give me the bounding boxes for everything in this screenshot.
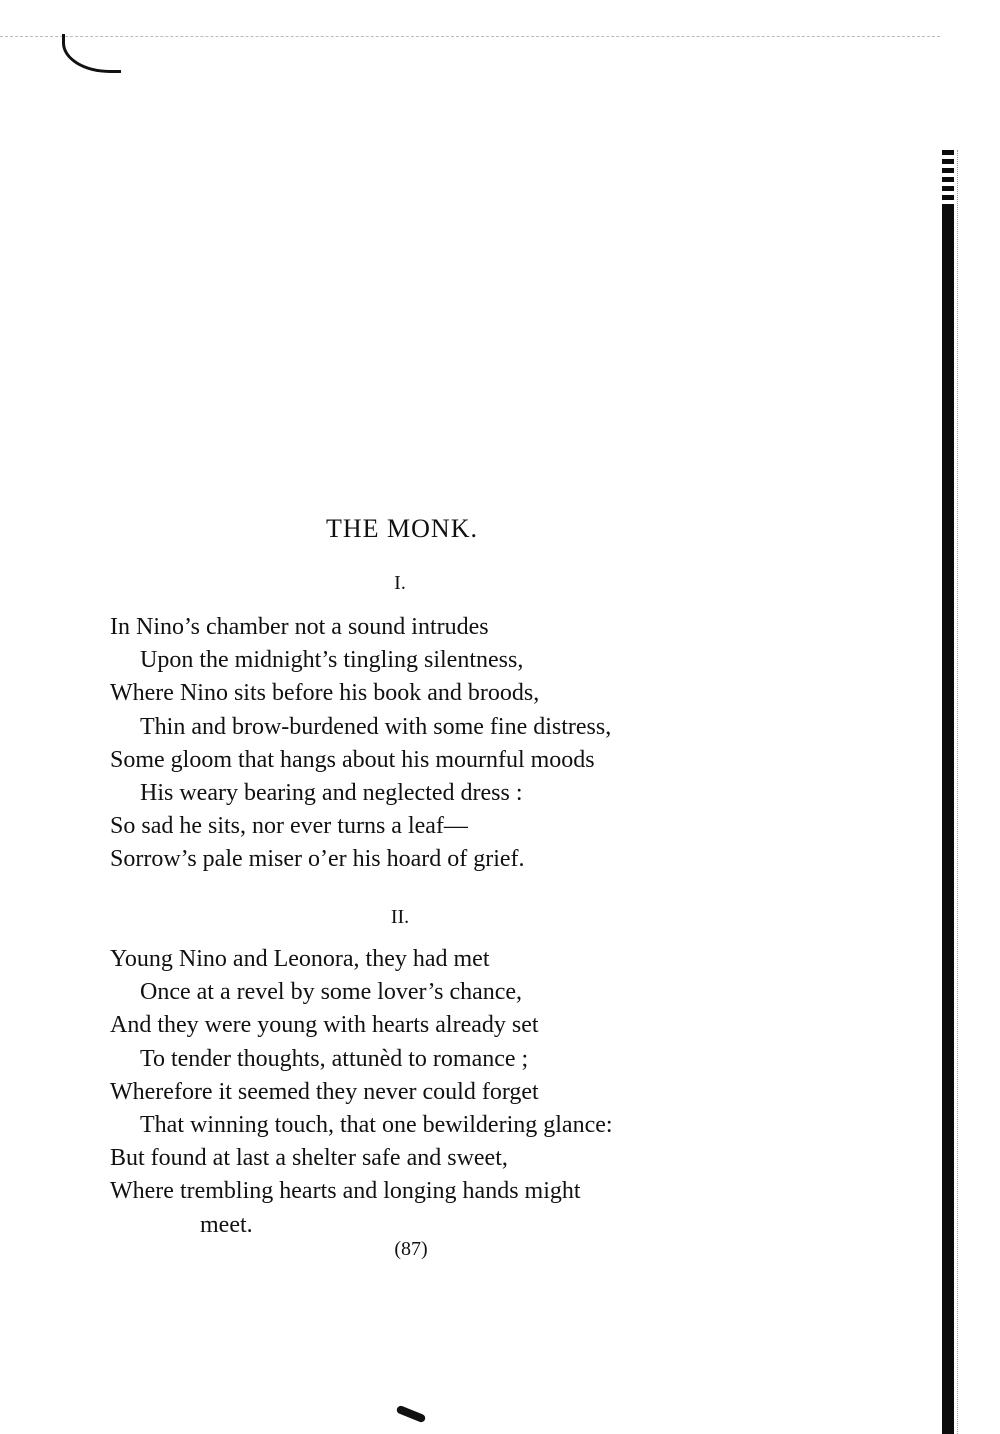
stanza-number-1: I. xyxy=(394,572,406,594)
verse-line: Upon the midnight’s tingling silentness, xyxy=(140,647,524,674)
scan-dust-strip xyxy=(957,150,970,1434)
verse-line: Sorrow’s pale miser o’er his hoard of grief. xyxy=(110,846,525,873)
stanza-1 xyxy=(110,611,730,877)
stanza-number-2: II. xyxy=(390,906,410,928)
scan-binding-edge-top xyxy=(942,150,954,205)
ink-smudge xyxy=(396,1405,427,1424)
verse-line: Thin and brow-burdened with some fine distress, xyxy=(140,713,612,740)
verse-line: meet. xyxy=(200,1211,253,1238)
verse-line: His weary bearing and neglected dress : xyxy=(140,780,523,807)
poem-title: THE MONK. xyxy=(326,514,478,543)
verse-line: To tender thoughts, attunèd to romance ; xyxy=(140,1045,529,1072)
stanza-2 xyxy=(110,943,730,1242)
scan-binding-edge xyxy=(942,150,954,1434)
verse-line: Some gloom that hangs about his mournful moods xyxy=(110,746,595,773)
verse-line: Young Nino and Leonora, they had met xyxy=(110,946,490,972)
verse-line: That winning touch, that one bewildering glance: xyxy=(140,1112,613,1139)
corner-ink-mark xyxy=(62,34,121,73)
verse-line: In Nino’s chamber not a sound intrudes xyxy=(110,614,489,640)
verse-line: So sad he sits, nor ever turns a leaf— xyxy=(110,813,468,840)
verse-line: But found at last a shelter safe and sweet, xyxy=(110,1145,508,1172)
verse-line: Where trembling hearts and longing hands might xyxy=(110,1178,581,1205)
scan-top-edge xyxy=(0,36,940,37)
verse-line: Wherefore it seemed they never could forget xyxy=(110,1078,539,1105)
verse-line: Where Nino sits before his book and broods, xyxy=(110,680,540,707)
verse-line: Once at a revel by some lover’s chance, xyxy=(140,979,523,1006)
verse-line: And they were young with hearts already set xyxy=(110,1012,539,1039)
page-number: (87) xyxy=(394,1238,428,1260)
